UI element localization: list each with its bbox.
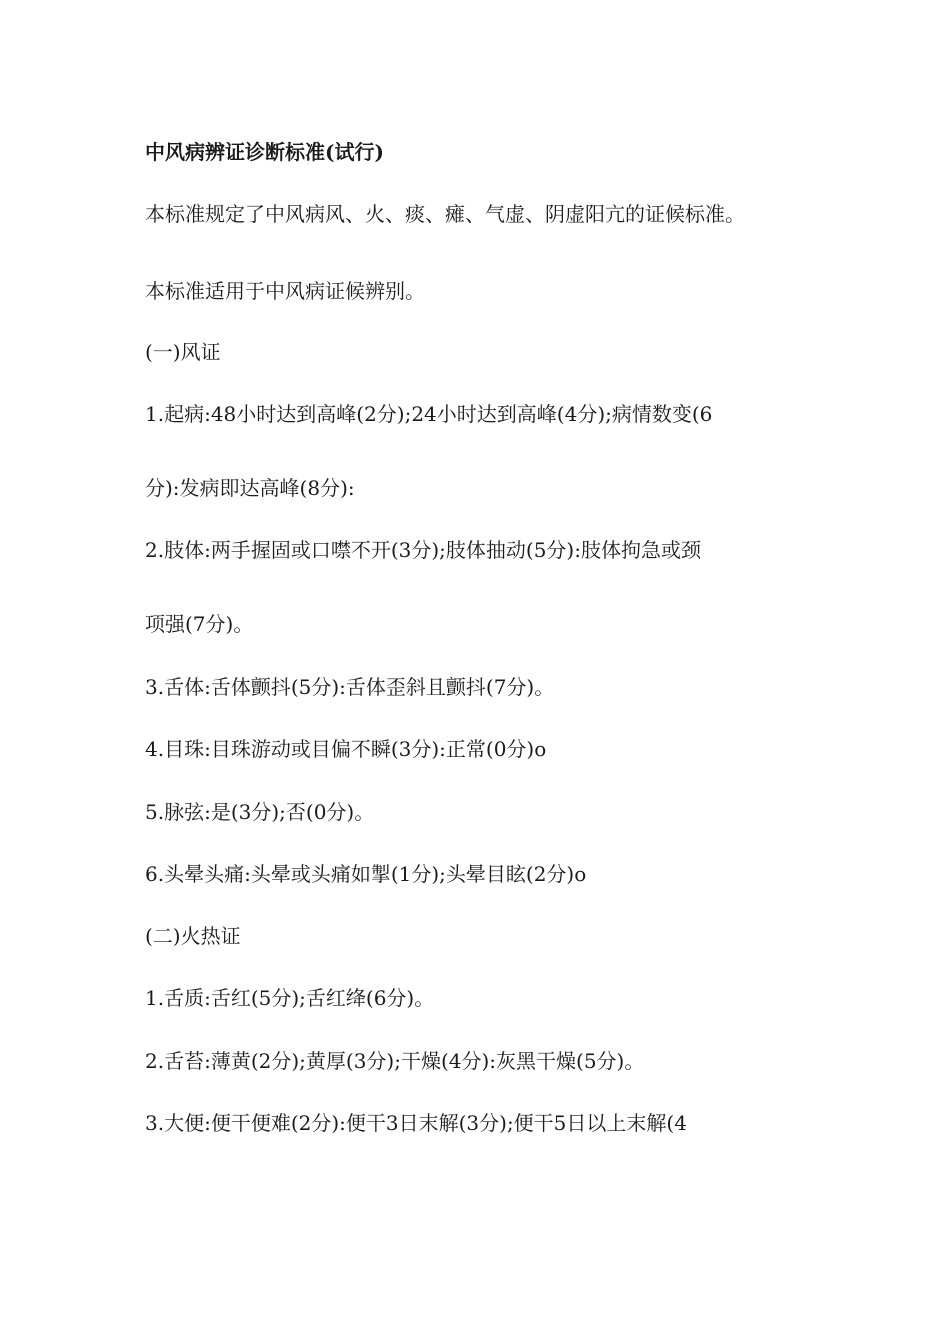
- text-line-intro-scope: 本标准规定了中风病风、火、痰、瘫、气虚、阴虚阳亢的证候标准。: [145, 202, 745, 226]
- text-line-onset-cont: 分):发病即达高峰(8分):: [145, 476, 355, 500]
- text-line-onset: 1.起病:48小时达到高峰(2分);24小时达到高峰(4分);病情数变(6: [145, 402, 713, 426]
- text-line-tongue-coating: 2.舌苔:薄黄(2分);黄厚(3分);干燥(4分):灰黑干燥(5分)。: [145, 1049, 645, 1073]
- text-line-eyes: 4.目珠:目珠游动或目偏不瞬(3分):正常(0分)o: [145, 737, 547, 761]
- text-line-tongue-body: 3.舌体:舌体颤抖(5分):舌体歪斜且颤抖(7分)。: [145, 675, 555, 699]
- text-line-limbs: 2.肢体:两手握固或口噤不开(3分);肢体抽动(5分):肢体拘急或颈: [145, 538, 701, 562]
- text-line-tongue-quality: 1.舌质:舌红(5分);舌红绛(6分)。: [145, 986, 435, 1010]
- text-line-intro-application: 本标准适用于中风病证候辨别。: [145, 279, 425, 303]
- document-title: 中风病辨证诊断标准(试行): [145, 140, 384, 164]
- text-line-dizziness: 6.头晕头痛:头晕或头痛如掣(1分);头晕目眩(2分)o: [145, 862, 587, 886]
- text-line-stool: 3.大便:便干便难(2分):便干3日末解(3分);便干5日以上末解(4: [145, 1111, 687, 1135]
- section-heading-wind: (一)风证: [145, 340, 221, 364]
- section-heading-fire-heat: (二)火热证: [145, 924, 241, 948]
- text-line-pulse: 5.脉弦:是(3分);否(0分)。: [145, 800, 375, 824]
- text-line-limbs-cont: 项强(7分)。: [145, 612, 254, 636]
